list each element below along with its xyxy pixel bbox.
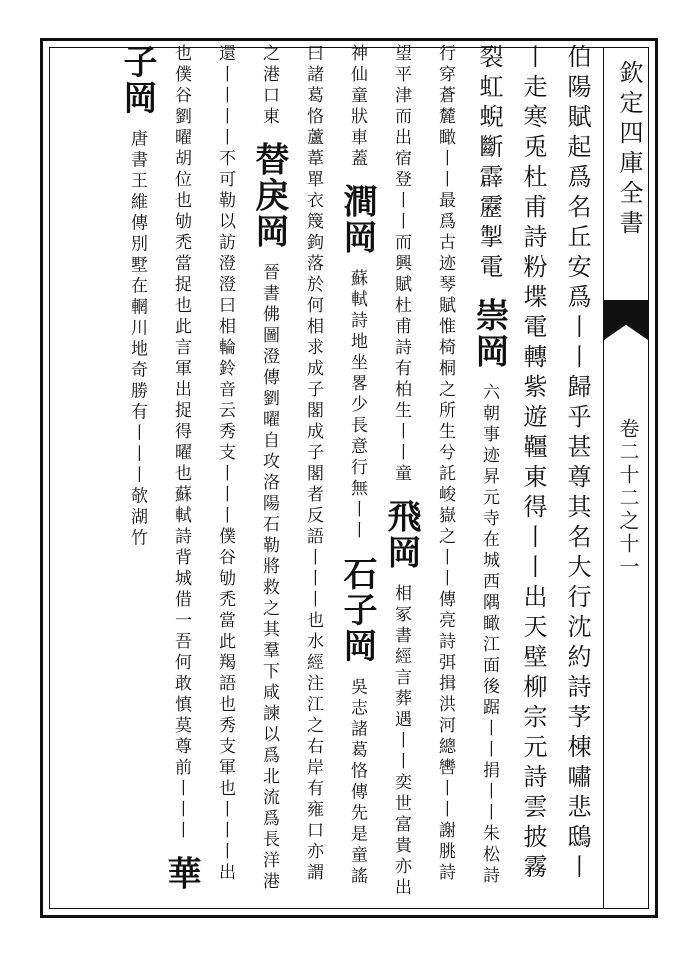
main-text-block bbox=[54, 44, 599, 904]
book-title: 欽定四庫全書 bbox=[615, 60, 643, 240]
entry-note: 晉書佛圖澄傳劉曜自攻洛陽石勒將救之其羣下咸諫以爲北流爲長洋港還丨丨丨丨不可勒以訪澄澄曰相輪鈴音云秀支丨丨丨僕谷劬禿當此羯語也秀支軍也丨丨丨出也僕谷劉曜胡位也劬禿當捉也此言軍出捉得曜也蘇軾詩背城借一吾何敢慎莫尊前丨丨丨 bbox=[171, 44, 279, 894]
entry-note: 唐書王維傳別墅在輞川地奇勝有丨丨丨欹湖竹 bbox=[127, 129, 147, 550]
entry-head: 替戾岡 bbox=[249, 141, 289, 250]
fishtail-mark-icon bbox=[604, 300, 648, 340]
entry-note: 六朝事迹昇元寺在城西隅瞰江面後踞丨丨捐丨丨朱松詩行穿蒼麓瞰丨丨最爲古迹琴賦惟椅桐之所生兮託峻嶽之丨丨傳亮詩弭揖洪河總轡丨丨謝朓詩望平津而出宿登丨丨而興賦杜甫詩有柏生丨丨童 bbox=[391, 44, 499, 888]
entry-note: 蘇軾詩地坐畧少長意行無丨丨 bbox=[347, 269, 367, 543]
entry-note: 吳志諸葛恪傳先是童謠曰諸葛恪蘆葦單衣篾鉤落於何相求成子閣成子閣者反語丨丨丨也水經注江之右岸有雍口亦謂之港口東 bbox=[259, 44, 367, 888]
entry-head: 飛岡 bbox=[381, 498, 421, 571]
volume-label: 卷二十二之十一 bbox=[616, 418, 640, 579]
entry-head: 澗岡 bbox=[337, 183, 377, 256]
entry-head: 崇岡 bbox=[469, 297, 509, 370]
entry-note: 相冢書經言葬遇丨丨奕世富貴亦出神仙童狀車蓋 bbox=[347, 44, 411, 900]
entry-head: 華子岡 bbox=[117, 44, 201, 892]
entry-text: 伯陽賦起爲名丘安爲丨丨歸乎甚尊其名大行沈約詩芧棟嘯悲鴟丨丨走寒兎杜甫詩粉堞電轉紫遊韁東得丨丨出天壁柳宗元詩雲披霧裂虹蜺斷霹靂掣電 bbox=[475, 44, 591, 884]
entry-head: 石子岡 bbox=[337, 555, 377, 664]
book-margin-column bbox=[603, 48, 648, 908]
